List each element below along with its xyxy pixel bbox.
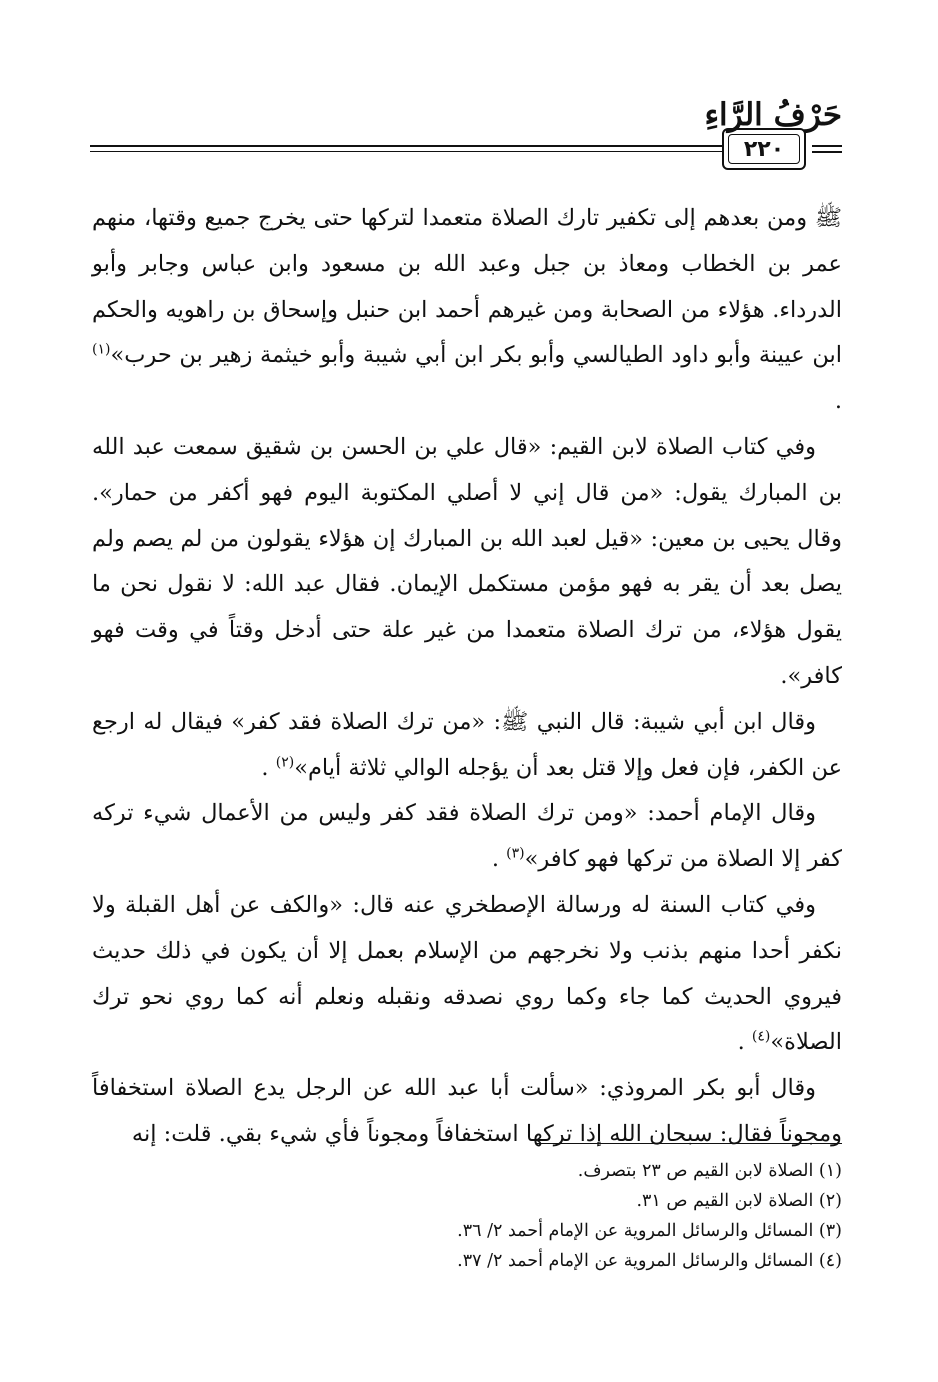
footnotes [92, 1156, 842, 1276]
header-rule-right [812, 145, 842, 147]
footnote: (١) الصلاة لابن القيم ص ٢٣ بتصرف. [577, 1161, 842, 1181]
paragraph: ﷺ ومن بعدهم إلى تكفير تارك الصلاة متعمدا لتركها حتى يخرج جميع وقتها، منهم عمر بن الخطاب ومعاذ بن جبل وعبد الله بن مسعود وابن عباس وجابر وأبو الدرداء. هؤلاء من الصحابة ومن غيرهم أحمد ابن حنبل وإسحاق بن راهويه والحكم ابن عيينة وأبو داود الطيالسي وأبو بكر ابن أبي شيبة وأبو خيثمة زهير بن حرب»$^{(١)}$ . [92, 205, 842, 415]
paragraph: وقال ابن أبي شيبة: قال النبي ﷺ: «من ترك الصلاة فقد كفر» فيقال له ارجع عن الكفر، فإن فعل وإلا قتل بعد أن يؤجله الوالي ثلاثة أيام»$^{(٢)}$ . [92, 708, 842, 781]
header-rule [90, 145, 722, 147]
footnote: (٢) الصلاة لابن القيم ص ٣١. [636, 1191, 842, 1211]
page-number: ٢٢٠ [728, 134, 800, 164]
chapter-title: حَرْفُ الرَّاءِ [704, 97, 842, 133]
paragraph: وفي كتاب الصلاة لابن القيم: «قال علي بن الحسن بن شقيق سمعت عبد الله بن المبارك يقول: «من قال إني لا أصلي المكتوبة اليوم فهو أكفر من حمار». وقال يحيى بن معين: «قيل لعبد الله بن المبارك إن هؤلاء يقولون من لم يصم ولم يصل بعد أن يقر به فهو مؤمن مستكمل الإيمان. فقال عبد الله: لا نقول نحن ما يقول هؤلاء، من ترك الصلاة متعمدا من غير علة حتى أدخل وقتاً في وقت فهو كافر». [92, 433, 842, 689]
page-header [90, 88, 842, 178]
header-rule-right-lower [812, 151, 842, 153]
footnote: (٤) المسائل والرسائل المروية عن الإمام أحمد ٢/ ٣٧. [457, 1251, 842, 1271]
footnote-ref: (٢) [275, 754, 295, 771]
footnote-separator [536, 1143, 842, 1144]
footnote-ref: (١) [92, 341, 111, 358]
footnote-ref: (٤) [751, 1028, 771, 1045]
paragraph: وفي كتاب السنة له ورسالة الإصطخري عنه قال: «والكف عن أهل القبلة ولا نكفر أحدا منهم بذنب ولا نخرجهم من الإسلام بعمل إلا أن يكون في ذلك حديث فيروي الحديث كما جاء وكما روي نصدقه ونقبله ونعلم أنه كما روي نحو ترك الصلاة»$^{(٤)}$ . [92, 891, 842, 1056]
paragraph: وقال أبو بكر المروذي: «سألت أبا عبد الله عن الرجل يدع الصلاة استخفافاً ومجوناً فقال: سبحان الله إذا تركها استخفافاً ومجوناً فأي شيء بقي. قلت: إنه [92, 1075, 842, 1147]
footnote: (٣) المسائل والرسائل المروية عن الإمام أحمد ٢/ ٣٦. [457, 1221, 842, 1241]
paragraph: وقال الإمام أحمد: «ومن ترك الصلاة فقد كفر وليس من الأعمال شيء تركه كفر إلا الصلاة من تركها فهو كافر»$^{(٣)}$ . [92, 800, 842, 873]
footnote-ref: (٣) [506, 845, 525, 862]
header-rule-thin [90, 151, 722, 152]
page-number-frame [722, 128, 806, 170]
main-text [92, 196, 842, 1158]
